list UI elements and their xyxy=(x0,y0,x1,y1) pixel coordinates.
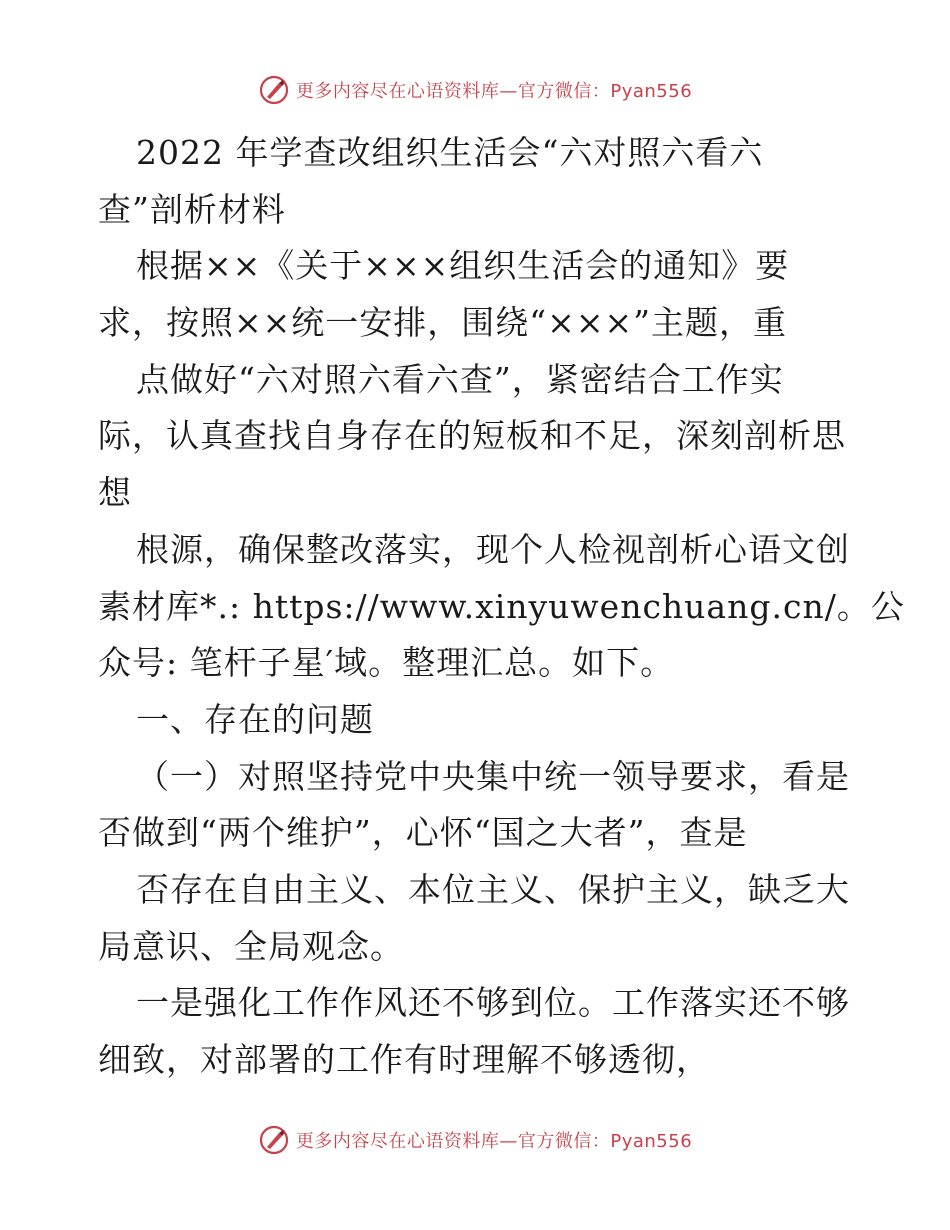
title-line-2: 查”剖析材料 xyxy=(98,189,286,229)
title-line-1: 2022 年学查改组织生活会“六对照六看六 xyxy=(136,133,764,172)
watermark-text xyxy=(296,77,692,103)
paragraph-line: 根据××《关于×××组织生活会的通知》要 xyxy=(136,246,790,286)
paragraph-line: 际，认真查找自身存在的短板和不足，深刻剖析思 xyxy=(98,416,846,456)
paragraph-line: 否存在自由主义、本位主义、保护主义，缺乏大 xyxy=(136,869,850,909)
wechat-handle: Pyan556 xyxy=(610,1131,693,1152)
quill-pen-logo-icon xyxy=(258,1124,290,1156)
wechat-handle: Pyan556 xyxy=(610,81,693,102)
watermark-label: 更多内容尽在心语资料库—官方微信： xyxy=(295,81,611,102)
paragraph-line: 一是强化工作作风还不够到位。工作落实还不够 xyxy=(136,983,850,1023)
paragraph-line: 局意识、全局观念。 xyxy=(98,926,404,966)
paragraph-line: 想 xyxy=(98,473,132,513)
subsection-heading: （一）对照坚持党中央集中统一领导要求，看是 xyxy=(136,756,850,796)
quill-pen-logo-icon xyxy=(258,74,290,106)
paragraph-line: 否做到“两个维护”，心怀“国之大者”，查是 xyxy=(98,813,748,853)
paragraph-line: 根源，确保整改落实，现个人检视剖析心语文创 xyxy=(136,529,850,569)
section-heading: 一、存在的问题 xyxy=(136,699,374,739)
paragraph-line: 素材库*.: https://www.xinyuwenchuang.cn/。公 xyxy=(98,586,905,626)
watermark-header xyxy=(0,70,950,110)
watermark-label: 更多内容尽在心语资料库—官方微信： xyxy=(295,1131,611,1152)
paragraph-line: 点做好“六对照六看六查”，紧密结合工作实 xyxy=(136,359,784,399)
paragraph-line: 求，按照××统一安排，围绕“×××”主题，重 xyxy=(98,303,787,343)
watermark-text xyxy=(296,1127,692,1153)
document-body xyxy=(98,125,905,1089)
paragraph-line: 细致，对部署的工作有时理解不够透彻， xyxy=(98,1040,710,1079)
paragraph-line: 众号: 笔杆子星′域。整理汇总。如下。 xyxy=(98,643,675,683)
watermark-footer xyxy=(0,1120,950,1160)
